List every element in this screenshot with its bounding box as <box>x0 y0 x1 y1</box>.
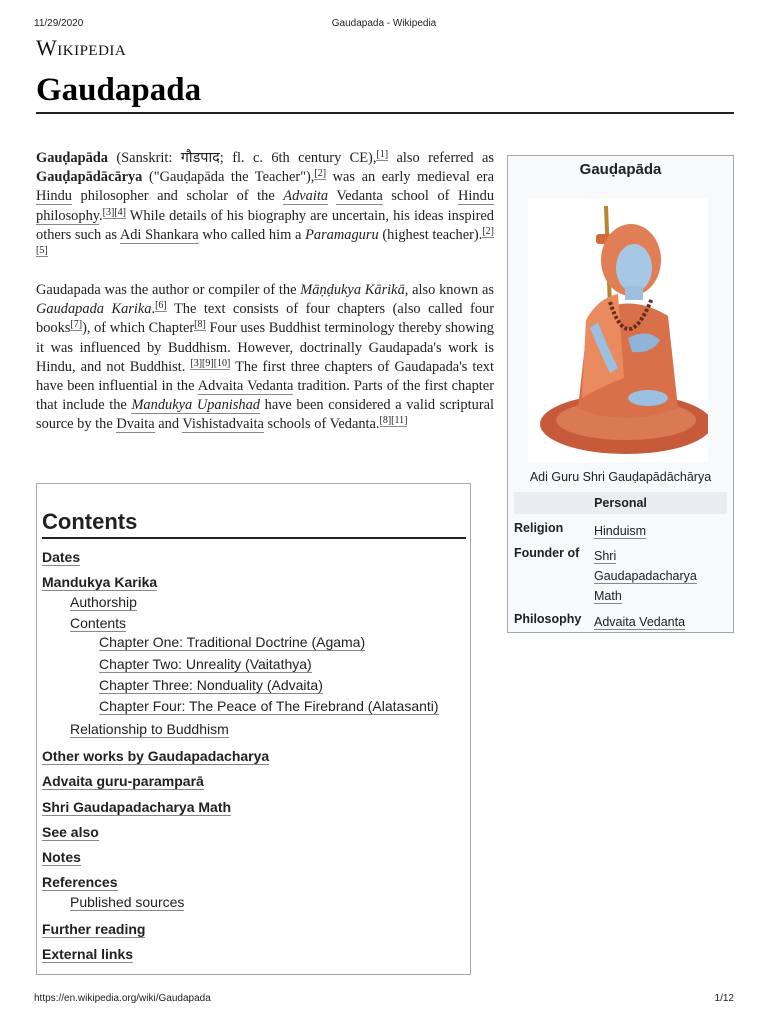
toc-item-chapter-four[interactable]: Chapter Four: The Peace of The Firebrand (Alatasanti) <box>99 698 439 714</box>
toc-item-references[interactable]: References <box>42 874 118 890</box>
print-url: https://en.wikipedia.org/wiki/Gaudapada <box>34 993 211 1004</box>
lead-paragraph-2: Gaudapada was the author or compiler of the Māṇḍukya Kārikā, also known as Gaudapada Karika.[6] The text consists of four chapters (also called four books[7]), of which Chapter[8] Four uses Buddhist terminology thereby showing it was influenced by Buddhism. However, doctrinally Gaudapada's work is Hindu, and not Buddhist. [3][9][10] The first three chapters of Gaudapada's text have been influential in the Advaita Vedanta tradition. Parts of the first chapter that include the Mandukya Upanishad have been considered a valid scriptural source by the Dvaita and Vishistadvaita schools of Vedanta.[8][11] <box>36 282 495 433</box>
link-hindu[interactable]: Hindu <box>36 188 72 205</box>
infobox-section-personal: Personal <box>514 492 727 514</box>
citation-link[interactable]: [3][9][10] <box>190 357 231 369</box>
toc-item-chapter-two[interactable]: Chapter Two: Unreality (Vaitathya) <box>99 656 312 672</box>
link-shri-gaudapadacharya-math[interactable]: Shri Gaudapadacharya Math <box>594 549 697 603</box>
citation-link[interactable]: [1] <box>376 149 389 160</box>
link-hindu-philosophy[interactable]: Hindu philosophy <box>36 188 495 224</box>
wikipedia-wordmark[interactable]: Wikipedia <box>36 35 127 60</box>
lead-paragraph-1: Gauḍapāda (Sanskrit: गौडपाद; fl. c. 6th century CE),[1] also referred as Gauḍapādācārya ("Gauḍapāda the Teacher"),[2] was an early medieval era Hindu philosopher and scholar of the Advaita Vedanta school of Hindu philosophy.[3][4] While details of his biography are uncertain, his ideas inspired others such as Adi Shankara who called him a Paramaguru (highest teacher).[2][5] <box>36 149 495 257</box>
citation-link[interactable]: [7] <box>70 319 83 331</box>
infobox-value <box>594 546 724 606</box>
toc-item-other-works[interactable]: Other works by Gaudapadacharya <box>42 748 270 764</box>
term-paramaguru: Paramaguru <box>305 226 379 243</box>
citation-link[interactable]: [3][4] <box>102 206 126 218</box>
toc-item-see-also[interactable]: See also <box>42 824 99 840</box>
toc-item-external-links[interactable]: External links <box>42 946 134 962</box>
link-vedanta[interactable]: Vedanta <box>336 188 383 205</box>
toc-item-dates[interactable]: Dates <box>42 549 81 565</box>
page-title: Gaudapada <box>36 72 734 114</box>
toc-item-authorship[interactable]: Authorship <box>70 594 137 610</box>
citation-link[interactable]: [8] <box>194 319 206 331</box>
toc-item-contents[interactable]: Contents <box>70 615 127 631</box>
toc-item-notes[interactable]: Notes <box>42 849 81 865</box>
print-page-number: 1/12 <box>714 993 734 1004</box>
citation-link[interactable]: [8][11] <box>379 415 408 427</box>
term-mandukya-karika: Māṇḍukya Kārikā <box>300 282 405 298</box>
infobox-label: Philosophy <box>514 612 582 626</box>
infobox-label: Religion <box>514 521 564 535</box>
print-tab-title: Gaudapada - Wikipedia <box>331 18 437 29</box>
citation-link[interactable]: [2] <box>314 168 327 180</box>
citation-link[interactable]: [2][5] <box>36 225 494 257</box>
link-hinduism[interactable]: Hinduism <box>594 524 647 538</box>
toc-item-chapter-three[interactable]: Chapter Three: Nonduality (Advaita) <box>99 677 323 693</box>
toc-item-guru-parampara[interactable]: Advaita guru-paramparā <box>42 773 204 789</box>
alt-name: Gauḍapādācārya <box>36 169 143 186</box>
link-adi-shankara[interactable]: Adi Shankara <box>119 226 199 243</box>
link-advaita-vedanta-infobox[interactable]: Advaita Vedanta <box>594 615 686 629</box>
toc-item-chapter-one[interactable]: Chapter One: Traditional Doctrine (Agama) <box>99 634 366 650</box>
infobox-value <box>594 521 724 541</box>
infobox-caption: Adi Guru Shri Gauḍapādāchārya <box>529 470 712 484</box>
toc-item-mandukya-karika[interactable]: Mandukya Karika <box>42 574 158 590</box>
infobox <box>507 155 734 633</box>
link-advaita[interactable]: Advaita <box>283 188 329 205</box>
toc-item-published-sources[interactable]: Published sources <box>70 894 185 910</box>
toc-item-further-reading[interactable]: Further reading <box>42 921 146 937</box>
infobox-value <box>594 612 724 632</box>
print-footer <box>34 993 734 1007</box>
toc-item-math[interactable]: Shri Gaudapadacharya Math <box>42 799 232 815</box>
link-advaita-vedanta[interactable]: Advaita Vedanta <box>197 378 294 395</box>
citation-link[interactable]: [6] <box>155 300 167 312</box>
statue-image[interactable] <box>528 198 708 462</box>
term-gaudapada-karika: Gaudapada Karika <box>36 301 152 318</box>
toc-title: Contents <box>42 509 466 539</box>
link-vishistadvaita[interactable]: Vishistadvaita <box>182 416 264 433</box>
print-date: 11/29/2020 <box>34 18 84 29</box>
table-of-contents <box>36 483 471 975</box>
link-dvaita[interactable]: Dvaita <box>116 416 155 433</box>
toc-item-relationship-buddhism[interactable]: Relationship to Buddhism <box>70 721 229 737</box>
infobox-title: Gauḍapāda <box>579 161 662 178</box>
print-header <box>34 18 734 32</box>
link-mandukya-upanishad[interactable]: Mandukya Upanishad <box>131 397 260 414</box>
infobox-label: Founder of <box>514 546 580 560</box>
subject-name: Gauḍapāda <box>36 150 108 166</box>
